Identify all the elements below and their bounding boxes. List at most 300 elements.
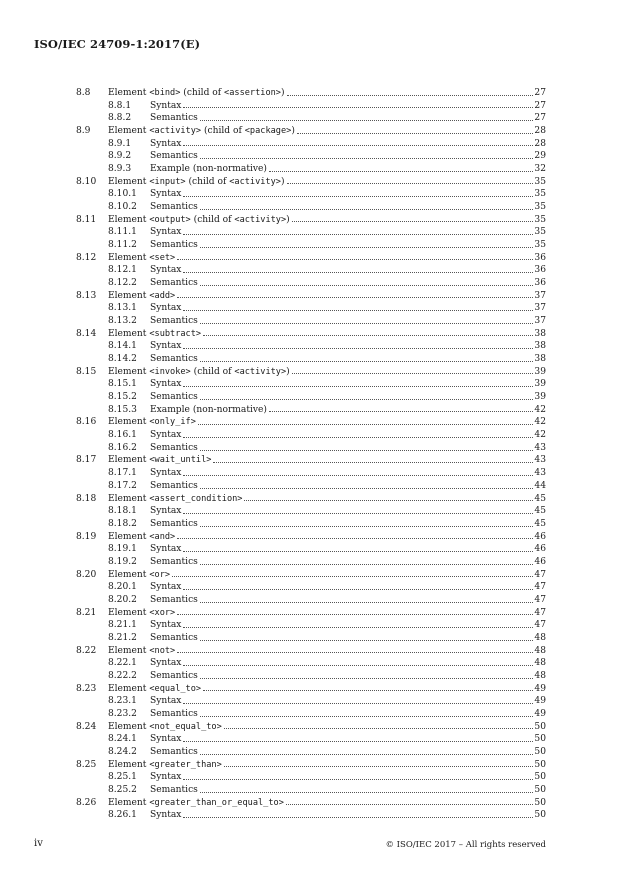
toc-subsection-number: 8.12.1 xyxy=(108,265,137,276)
dot-leader xyxy=(200,158,534,159)
document-header: ISO/IEC 24709-1:2017(E) xyxy=(34,37,201,51)
toc-subsection-title: Syntax xyxy=(150,810,182,821)
toc-page-number: 44 xyxy=(534,480,546,491)
toc-subsection-entry[interactable] xyxy=(76,302,546,315)
toc-page-number: 38 xyxy=(534,341,546,352)
dot-leader xyxy=(200,640,534,641)
toc-section-title xyxy=(108,176,285,189)
toc-page-number: 35 xyxy=(534,240,546,251)
title-text: (child of xyxy=(180,88,225,98)
dot-leader xyxy=(200,754,534,755)
toc-section-number: 8.20 xyxy=(76,569,97,580)
toc-section-number: 8.22 xyxy=(76,645,97,656)
dot-leader xyxy=(269,411,533,412)
dot-leader xyxy=(200,247,534,248)
title-text: Element xyxy=(108,683,150,694)
toc-page-number: 48 xyxy=(534,670,546,681)
toc-section-title xyxy=(108,531,175,544)
toc-section-entry[interactable] xyxy=(76,454,546,467)
toc-subsection-title: Semantics xyxy=(150,480,198,491)
title-text: Element xyxy=(108,493,150,504)
element-tag-code: <output> xyxy=(149,214,191,225)
toc-section-entry[interactable] xyxy=(76,683,546,696)
toc-subsection-title: Syntax xyxy=(150,658,182,669)
toc-section-number: 8.15 xyxy=(76,366,97,377)
toc-section-number: 8.26 xyxy=(76,797,97,808)
toc-subsection-title: Syntax xyxy=(150,227,182,238)
toc-subsection-entry[interactable] xyxy=(76,138,546,151)
toc-page-number: 42 xyxy=(534,417,546,428)
toc-section-title xyxy=(108,569,170,582)
toc-subsection-entry[interactable] xyxy=(76,505,546,518)
toc-section-title xyxy=(108,645,175,658)
dot-leader xyxy=(198,424,534,425)
toc-page-number: 49 xyxy=(534,683,546,694)
toc-subsection-title: Semantics xyxy=(150,202,198,213)
title-text: Element xyxy=(108,645,150,656)
toc-subsection-title: Semantics xyxy=(150,240,198,251)
toc-page-number: 28 xyxy=(534,138,546,149)
dot-leader xyxy=(183,196,533,197)
toc-section-number: 8.11 xyxy=(76,214,97,225)
title-text: ) xyxy=(291,126,295,137)
toc-section-entry[interactable] xyxy=(76,366,546,379)
toc-subsection-number: 8.19.2 xyxy=(108,556,137,567)
toc-page-number: 36 xyxy=(534,265,546,276)
toc-page-number: 42 xyxy=(534,404,546,415)
toc-subsection-title: Semantics xyxy=(150,708,198,719)
toc-subsection-entry[interactable] xyxy=(76,112,546,125)
dot-leader xyxy=(200,450,534,451)
toc-page-number: 50 xyxy=(534,721,546,732)
element-tag-code: <activity> xyxy=(234,366,287,377)
toc-subsection-entry[interactable] xyxy=(76,518,546,531)
toc-subsection-title: Syntax xyxy=(150,379,182,390)
title-text: Element xyxy=(108,214,150,225)
toc-subsection-title: Semantics xyxy=(150,442,198,453)
toc-subsection-title: Semantics xyxy=(150,784,198,795)
element-tag-code: <subtract> xyxy=(149,328,202,339)
dot-leader xyxy=(172,576,533,577)
dot-leader xyxy=(183,551,533,552)
toc-section-title xyxy=(108,759,222,772)
toc-subsection-number: 8.22.2 xyxy=(108,670,137,681)
toc-section-number: 8.17 xyxy=(76,455,97,466)
dot-leader xyxy=(213,462,533,463)
toc-subsection-entry[interactable] xyxy=(76,543,546,556)
toc-subsection-entry[interactable] xyxy=(76,429,546,442)
title-text: (child of xyxy=(185,176,230,187)
element-tag-code: <greater_than_or_equal_to> xyxy=(149,797,284,808)
toc-subsection-entry[interactable] xyxy=(76,378,546,391)
dot-leader xyxy=(200,564,534,565)
element-tag-code: <package> xyxy=(244,126,292,137)
dot-leader xyxy=(200,716,534,717)
element-tag-code: <activity> xyxy=(229,176,281,187)
toc-subsection-entry[interactable] xyxy=(76,442,546,455)
toc-page-number: 50 xyxy=(534,784,546,795)
element-tag-code: <equal_to> xyxy=(149,683,202,694)
dot-leader xyxy=(244,500,533,501)
element-tag-code: <input> xyxy=(149,176,186,187)
toc-page-number: 45 xyxy=(534,518,546,529)
toc-subsection-entry[interactable] xyxy=(76,632,546,645)
toc-subsection-number: 8.15.3 xyxy=(108,404,137,415)
toc-subsection-number: 8.12.2 xyxy=(108,278,137,289)
toc-section-number: 8.18 xyxy=(76,493,97,504)
toc-section-number: 8.10 xyxy=(76,176,97,187)
toc-subsection-number: 8.25.2 xyxy=(108,784,137,795)
title-text: Element xyxy=(108,607,150,618)
dot-leader xyxy=(200,488,534,489)
toc-subsection-entry[interactable] xyxy=(76,746,546,759)
title-text: Element xyxy=(108,328,150,339)
toc-section-entry[interactable] xyxy=(76,759,546,772)
toc-subsection-entry[interactable] xyxy=(76,163,546,176)
toc-subsection-entry[interactable] xyxy=(76,201,546,214)
toc-section-entry[interactable] xyxy=(76,252,546,265)
toc-subsection-title: Semantics xyxy=(150,556,198,567)
toc-subsection-number: 8.20.1 xyxy=(108,582,137,593)
toc-page-number: 39 xyxy=(534,392,546,403)
title-text: (child of xyxy=(201,126,245,137)
toc-subsection-title: Semantics xyxy=(150,113,198,124)
toc-subsection-title: Syntax xyxy=(150,468,182,479)
element-tag-code: <add> xyxy=(149,290,176,301)
toc-subsection-title: Semantics xyxy=(150,518,198,529)
toc-section-entry[interactable] xyxy=(76,797,546,810)
dot-leader xyxy=(183,386,533,387)
dot-leader xyxy=(183,779,533,780)
toc-subsection-entry[interactable] xyxy=(76,809,546,822)
toc-section-number: 8.9 xyxy=(76,126,91,137)
title-text: ) xyxy=(286,366,290,377)
toc-subsection-title: Semantics xyxy=(150,354,198,365)
title-text: Element xyxy=(108,759,150,770)
toc-subsection-title: Semantics xyxy=(150,392,198,403)
toc-subsection-number: 8.8.1 xyxy=(108,100,132,111)
element-tag-code: <assert_condition> xyxy=(149,493,243,504)
title-text: Element xyxy=(108,797,150,808)
toc-subsection-entry[interactable] xyxy=(76,391,546,404)
title-text: Element xyxy=(108,366,150,377)
dot-leader xyxy=(177,297,533,298)
toc-page-number: 50 xyxy=(534,746,546,757)
toc-page-number: 38 xyxy=(534,328,546,339)
toc-section-title xyxy=(108,290,175,303)
toc-section-entry[interactable] xyxy=(76,493,546,506)
toc-page-number: 42 xyxy=(534,430,546,441)
toc-subsection-number: 8.20.2 xyxy=(108,594,137,605)
toc-subsection-entry[interactable] xyxy=(76,264,546,277)
title-text: ) xyxy=(280,176,285,187)
toc-page-number: 27 xyxy=(534,88,546,98)
toc-page-number: 47 xyxy=(534,582,546,593)
toc-subsection-entry[interactable] xyxy=(76,226,546,239)
toc-page-number: 38 xyxy=(534,354,546,365)
dot-leader xyxy=(200,285,534,286)
toc-page-number: 50 xyxy=(534,772,546,783)
toc-subsection-entry[interactable] xyxy=(76,581,546,594)
title-text: ) xyxy=(286,214,290,225)
toc-page-number: 28 xyxy=(534,126,546,137)
toc-subsection-number: 8.9.1 xyxy=(108,138,132,149)
toc-subsection-number: 8.23.1 xyxy=(108,696,137,707)
dot-leader xyxy=(183,475,533,476)
toc-section-entry[interactable] xyxy=(76,328,546,341)
toc-subsection-entry[interactable] xyxy=(76,353,546,366)
toc-page-number: 45 xyxy=(534,506,546,517)
toc-page-number: 48 xyxy=(534,632,546,643)
element-tag-code: <greater_than> xyxy=(149,759,222,770)
toc-page-number: 50 xyxy=(534,810,546,821)
toc-subsection-title: Syntax xyxy=(150,341,182,352)
toc-subsection-entry[interactable] xyxy=(76,594,546,607)
toc-section-number: 8.23 xyxy=(76,683,97,694)
toc-subsection-number: 8.19.1 xyxy=(108,544,137,555)
dot-leader xyxy=(183,627,533,628)
title-text: Element xyxy=(108,417,150,428)
toc-subsection-title: Semantics xyxy=(150,632,198,643)
toc-subsection-number: 8.16.2 xyxy=(108,442,137,453)
toc-page-number: 47 xyxy=(534,620,546,631)
toc-page-number: 43 xyxy=(534,455,546,466)
toc-subsection-title: Syntax xyxy=(150,544,182,555)
toc-section-title xyxy=(108,607,175,620)
toc-section-title xyxy=(108,328,201,341)
title-text: Element xyxy=(108,455,150,466)
toc-page-number: 49 xyxy=(534,708,546,719)
toc-page-number: 39 xyxy=(534,366,546,377)
dot-leader xyxy=(297,133,534,134)
toc-section-entry[interactable] xyxy=(76,176,546,189)
toc-subsection-number: 8.22.1 xyxy=(108,658,137,669)
dot-leader xyxy=(200,361,534,362)
toc-subsection-entry[interactable] xyxy=(76,480,546,493)
dot-leader xyxy=(183,310,533,311)
element-tag-code: <or> xyxy=(149,569,171,580)
toc-subsection-entry[interactable] xyxy=(76,733,546,746)
dot-leader xyxy=(292,373,534,374)
dot-leader xyxy=(200,399,534,400)
toc-section-number: 8.19 xyxy=(76,531,97,542)
toc-subsection-entry[interactable] xyxy=(76,239,546,252)
toc-section-entry[interactable] xyxy=(76,214,546,227)
title-text: Element xyxy=(108,290,150,301)
title-text: Element xyxy=(108,721,150,732)
toc-subsection-title: Example (non-normative) xyxy=(150,404,267,415)
toc-section-title xyxy=(108,416,196,429)
toc-subsection-entry[interactable] xyxy=(76,657,546,670)
dot-leader xyxy=(287,95,534,96)
toc-subsection-entry[interactable] xyxy=(76,315,546,328)
table-of-contents xyxy=(76,87,546,822)
toc-subsection-number: 8.14.2 xyxy=(108,354,137,365)
toc-page-number: 49 xyxy=(534,696,546,707)
toc-subsection-entry[interactable] xyxy=(76,188,546,201)
toc-page-number: 46 xyxy=(534,531,546,542)
dot-leader xyxy=(224,728,534,729)
element-tag-code: <not> xyxy=(149,645,176,656)
toc-section-entry[interactable] xyxy=(76,569,546,582)
toc-subsection-entry[interactable] xyxy=(76,277,546,290)
toc-section-title xyxy=(108,87,285,100)
toc-page-number: 50 xyxy=(534,734,546,745)
dot-leader xyxy=(183,589,533,590)
toc-section-entry[interactable] xyxy=(76,607,546,620)
dot-leader xyxy=(286,804,534,805)
toc-subsection-entry[interactable] xyxy=(76,100,546,113)
toc-subsection-title: Syntax xyxy=(150,582,182,593)
toc-subsection-title: Semantics xyxy=(150,746,198,757)
toc-subsection-entry[interactable] xyxy=(76,619,546,632)
toc-section-number: 8.21 xyxy=(76,607,97,618)
toc-subsection-entry[interactable] xyxy=(76,771,546,784)
toc-section-title xyxy=(108,493,242,506)
dot-leader xyxy=(177,538,533,539)
toc-subsection-title: Syntax xyxy=(150,430,182,441)
toc-subsection-title: Syntax xyxy=(150,734,182,745)
toc-page-number: 35 xyxy=(534,227,546,238)
dot-leader xyxy=(177,259,533,260)
toc-page-number: 46 xyxy=(534,544,546,555)
toc-subsection-entry[interactable] xyxy=(76,340,546,353)
toc-page-number: 37 xyxy=(534,290,546,301)
toc-subsection-title: Syntax xyxy=(150,772,182,783)
toc-subsection-number: 8.9.2 xyxy=(108,151,132,162)
title-text: Element xyxy=(108,126,150,137)
dot-leader xyxy=(200,678,534,679)
toc-page-number: 45 xyxy=(534,493,546,504)
toc-page-number: 47 xyxy=(534,607,546,618)
toc-subsection-entry[interactable] xyxy=(76,150,546,163)
toc-subsection-number: 8.9.3 xyxy=(108,164,132,175)
toc-subsection-number: 8.23.2 xyxy=(108,708,137,719)
toc-subsection-entry[interactable] xyxy=(76,467,546,480)
toc-subsection-entry[interactable] xyxy=(76,695,546,708)
toc-section-entry[interactable] xyxy=(76,531,546,544)
toc-page-number: 27 xyxy=(534,100,546,111)
dot-leader xyxy=(177,652,533,653)
title-text: Element xyxy=(108,252,150,263)
toc-subsection-number: 8.11.2 xyxy=(108,240,137,251)
toc-subsection-number: 8.18.1 xyxy=(108,506,137,517)
toc-subsection-entry[interactable] xyxy=(76,556,546,569)
toc-subsection-number: 8.18.2 xyxy=(108,518,137,529)
element-tag-code: <bind> xyxy=(149,88,181,98)
toc-subsection-title: Example (non-normative) xyxy=(150,164,267,175)
toc-subsection-number: 8.10.1 xyxy=(108,189,137,200)
toc-subsection-title: Semantics xyxy=(150,594,198,605)
toc-page-number: 35 xyxy=(534,176,546,187)
dot-leader xyxy=(200,792,534,793)
toc-section-entry[interactable] xyxy=(76,87,546,100)
element-tag-code: <wait_until> xyxy=(149,455,212,466)
toc-page-number: 27 xyxy=(534,113,546,124)
toc-page-number: 36 xyxy=(534,252,546,263)
toc-subsection-number: 8.24.2 xyxy=(108,746,137,757)
toc-page-number: 39 xyxy=(534,379,546,390)
toc-page-number: 37 xyxy=(534,303,546,314)
toc-subsection-number: 8.13.1 xyxy=(108,303,137,314)
toc-subsection-number: 8.17.2 xyxy=(108,480,137,491)
toc-section-entry[interactable] xyxy=(76,721,546,734)
toc-subsection-number: 8.15.2 xyxy=(108,392,137,403)
toc-subsection-entry[interactable] xyxy=(76,670,546,683)
toc-page-number: 35 xyxy=(534,202,546,213)
dot-leader xyxy=(177,614,533,615)
toc-page-number: 50 xyxy=(534,797,546,808)
dot-leader xyxy=(183,348,533,349)
toc-subsection-title: Syntax xyxy=(150,189,182,200)
toc-section-number: 8.25 xyxy=(76,759,97,770)
dot-leader xyxy=(200,602,534,603)
dot-leader xyxy=(200,526,534,527)
title-text: (child of xyxy=(190,214,235,225)
toc-section-number: 8.13 xyxy=(76,290,97,301)
dot-leader xyxy=(183,665,533,666)
toc-page-number: 43 xyxy=(534,442,546,453)
element-tag-code: <only_if> xyxy=(149,417,196,428)
toc-page-number: 48 xyxy=(534,645,546,656)
title-text: ) xyxy=(280,88,285,98)
toc-subsection-number: 8.24.1 xyxy=(108,734,137,745)
element-tag-code: <invoke> xyxy=(149,366,191,377)
toc-page-number: 37 xyxy=(534,316,546,327)
toc-page-number: 47 xyxy=(534,569,546,580)
element-tag-code: <xor> xyxy=(149,607,176,618)
toc-subsection-number: 8.13.2 xyxy=(108,316,137,327)
dot-leader xyxy=(200,120,534,121)
toc-subsection-entry[interactable] xyxy=(76,404,546,417)
toc-subsection-title: Syntax xyxy=(150,100,182,111)
dot-leader xyxy=(224,766,534,767)
toc-section-entry[interactable] xyxy=(76,645,546,658)
toc-section-entry[interactable] xyxy=(76,416,546,429)
toc-subsection-title: Semantics xyxy=(150,278,198,289)
toc-page-number: 35 xyxy=(534,214,546,225)
toc-section-title xyxy=(108,252,175,265)
toc-section-title xyxy=(108,214,290,227)
page-number: iv xyxy=(34,838,43,849)
element-tag-code: <not_equal_to> xyxy=(149,721,222,732)
dot-leader xyxy=(183,437,533,438)
toc-page-number: 35 xyxy=(534,189,546,200)
toc-subsection-number: 8.14.1 xyxy=(108,341,137,352)
toc-section-number: 8.24 xyxy=(76,721,97,732)
toc-section-number: 8.16 xyxy=(76,417,97,428)
toc-section-entry[interactable] xyxy=(76,125,546,138)
toc-page-number: 32 xyxy=(534,164,546,175)
title-text: Element xyxy=(108,88,150,98)
toc-subsection-entry[interactable] xyxy=(76,784,546,797)
dot-leader xyxy=(183,145,533,146)
dot-leader xyxy=(183,817,533,818)
toc-section-number: 8.14 xyxy=(76,328,97,339)
dot-leader xyxy=(183,234,533,235)
toc-section-title xyxy=(108,366,290,379)
toc-page-number: 36 xyxy=(534,278,546,289)
toc-section-entry[interactable] xyxy=(76,290,546,303)
title-text: (child of xyxy=(190,366,235,377)
toc-subsection-number: 8.10.2 xyxy=(108,202,137,213)
toc-section-number: 8.8 xyxy=(76,88,91,98)
toc-subsection-entry[interactable] xyxy=(76,708,546,721)
dot-leader xyxy=(200,323,534,324)
element-tag-code: <set> xyxy=(149,252,176,263)
toc-subsection-number: 8.26.1 xyxy=(108,810,137,821)
toc-page-number: 43 xyxy=(534,468,546,479)
